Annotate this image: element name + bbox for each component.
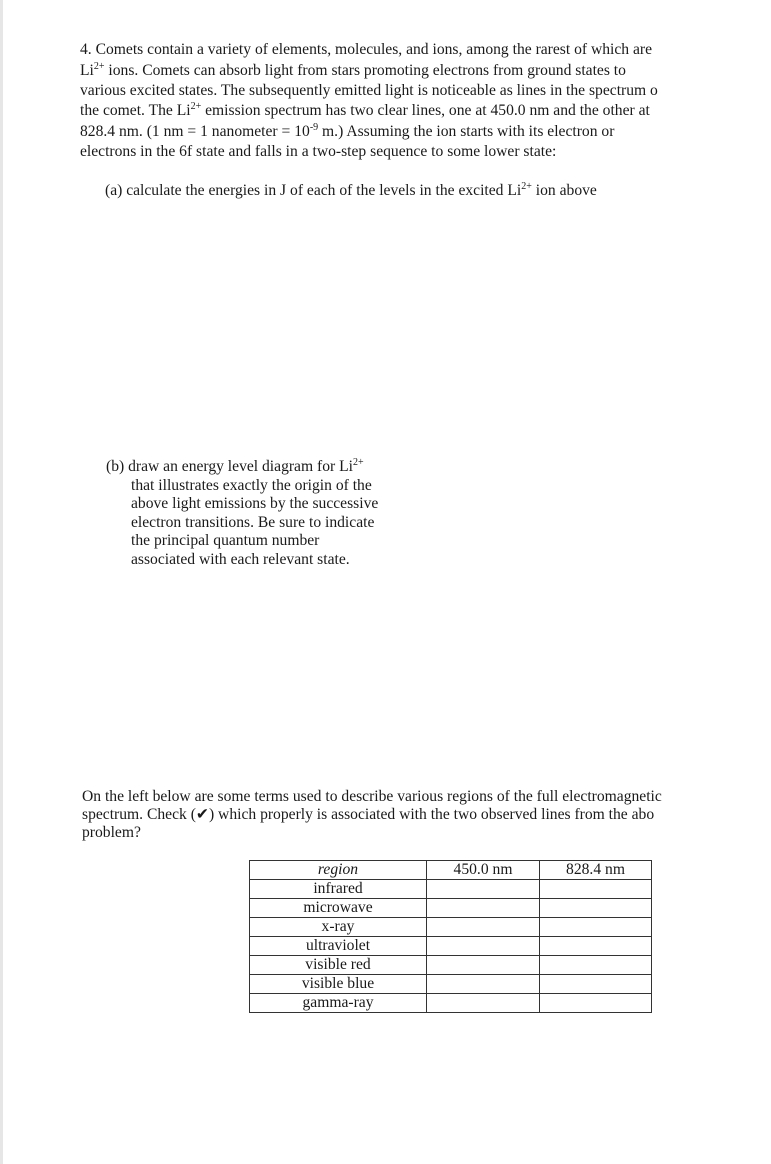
region-cell: microwave bbox=[250, 899, 427, 918]
header-450nm: 450.0 nm bbox=[427, 861, 540, 880]
table-row bbox=[250, 880, 652, 899]
table-row bbox=[250, 994, 652, 1013]
table-row bbox=[250, 956, 652, 975]
problem-line-2 bbox=[80, 61, 626, 81]
part-b-text-5: the principal quantum number bbox=[131, 532, 320, 549]
check-cell-450[interactable] bbox=[427, 880, 540, 899]
table-row bbox=[250, 975, 652, 994]
em-question-line-3 bbox=[82, 823, 141, 843]
part-a-text-a: (a) calculate the energies in J of each of the levels in the excited Li bbox=[105, 182, 522, 199]
header-region: region bbox=[250, 861, 427, 880]
check-mark-icon: ✔ bbox=[195, 806, 209, 823]
problem-text-4b: emission spectrum has two clear lines, one at 450.0 nm and the other at bbox=[201, 102, 650, 119]
region-cell: ultraviolet bbox=[250, 937, 427, 956]
check-cell-450[interactable] bbox=[427, 918, 540, 937]
region-cell: infrared bbox=[250, 880, 427, 899]
table-row bbox=[250, 899, 652, 918]
em-question-text-2a: spectrum. Check ( bbox=[82, 806, 196, 823]
em-question-text-2b: ) which properly is associated with the two observed lines from the abo bbox=[208, 806, 655, 823]
check-cell-450[interactable] bbox=[427, 994, 540, 1013]
part-b-line-1 bbox=[106, 457, 364, 477]
problem-text-3: various excited states. The subsequently emitted light is noticeable as lines in the spectrum o bbox=[80, 82, 658, 99]
check-cell-828[interactable] bbox=[540, 918, 652, 937]
em-question-line-1 bbox=[82, 787, 662, 807]
problem-text-2b: ions. Comets can absorb light from stars promoting electrons from ground states to bbox=[104, 62, 626, 79]
problem-text-5b: m.) Assuming the ion starts with its electron or bbox=[318, 123, 615, 140]
part-b-text-1a: (b) draw an energy level diagram for Li bbox=[106, 458, 353, 475]
problem-text-4a: the comet. The Li bbox=[80, 102, 191, 119]
part-b-line-6 bbox=[131, 550, 350, 570]
part-b-text-6: associated with each relevant state. bbox=[131, 551, 350, 568]
problem-line-3 bbox=[80, 81, 658, 101]
problem-line-6 bbox=[80, 142, 556, 162]
page-left-edge bbox=[0, 0, 3, 1164]
check-cell-828[interactable] bbox=[540, 880, 652, 899]
table-header-row bbox=[250, 861, 652, 880]
check-cell-828[interactable] bbox=[540, 975, 652, 994]
table-row bbox=[250, 918, 652, 937]
part-b-line-2 bbox=[131, 476, 372, 496]
part-b-line-5 bbox=[131, 531, 319, 551]
charge-superscript: 2+ bbox=[190, 101, 202, 112]
part-b-text-4: electron transitions. Be sure to indicate bbox=[131, 514, 375, 531]
check-cell-828[interactable] bbox=[540, 899, 652, 918]
region-cell: visible blue bbox=[250, 975, 427, 994]
region-cell: x-ray bbox=[250, 918, 427, 937]
part-b-text-2: that illustrates exactly the origin of the bbox=[131, 477, 372, 494]
region-cell: gamma-ray bbox=[250, 994, 427, 1013]
check-cell-828[interactable] bbox=[540, 956, 652, 975]
check-cell-450[interactable] bbox=[427, 956, 540, 975]
region-cell: visible red bbox=[250, 956, 427, 975]
exponent-superscript: -9 bbox=[309, 122, 319, 133]
problem-line-4 bbox=[80, 101, 650, 121]
problem-text-6: electrons in the 6f state and falls in a two-step sequence to some lower state: bbox=[80, 143, 557, 160]
em-question-text-1: On the left below are some terms used to describe various regions of the full electromagnetic bbox=[82, 788, 662, 805]
problem-line-5 bbox=[80, 122, 614, 142]
em-question-text-3: problem? bbox=[82, 824, 141, 841]
check-cell-828[interactable] bbox=[540, 937, 652, 956]
part-b-line-3 bbox=[131, 494, 378, 514]
charge-superscript: 2+ bbox=[352, 457, 364, 468]
part-a-prompt bbox=[105, 181, 597, 201]
problem-line-1 bbox=[80, 40, 652, 60]
part-b-line-4 bbox=[131, 513, 374, 533]
part-a-text-b: ion above bbox=[531, 182, 597, 199]
charge-superscript: 2+ bbox=[521, 181, 532, 192]
check-cell-450[interactable] bbox=[427, 975, 540, 994]
header-828nm: 828.4 nm bbox=[540, 861, 652, 880]
problem-text-2a: Li bbox=[80, 62, 94, 79]
em-question-line-2 bbox=[82, 805, 654, 825]
problem-text-5a: 828.4 nm. (1 nm = 1 nanometer = 10 bbox=[80, 123, 310, 140]
charge-superscript: 2+ bbox=[93, 61, 105, 72]
problem-text-1: 4. Comets contain a variety of elements, molecules, and ions, among the rarest of which are bbox=[80, 41, 653, 58]
part-b-text-3: above light emissions by the successive bbox=[131, 495, 379, 512]
em-region-table bbox=[249, 860, 652, 1013]
check-cell-450[interactable] bbox=[427, 899, 540, 918]
check-cell-450[interactable] bbox=[427, 937, 540, 956]
check-cell-828[interactable] bbox=[540, 994, 652, 1013]
table-row bbox=[250, 937, 652, 956]
